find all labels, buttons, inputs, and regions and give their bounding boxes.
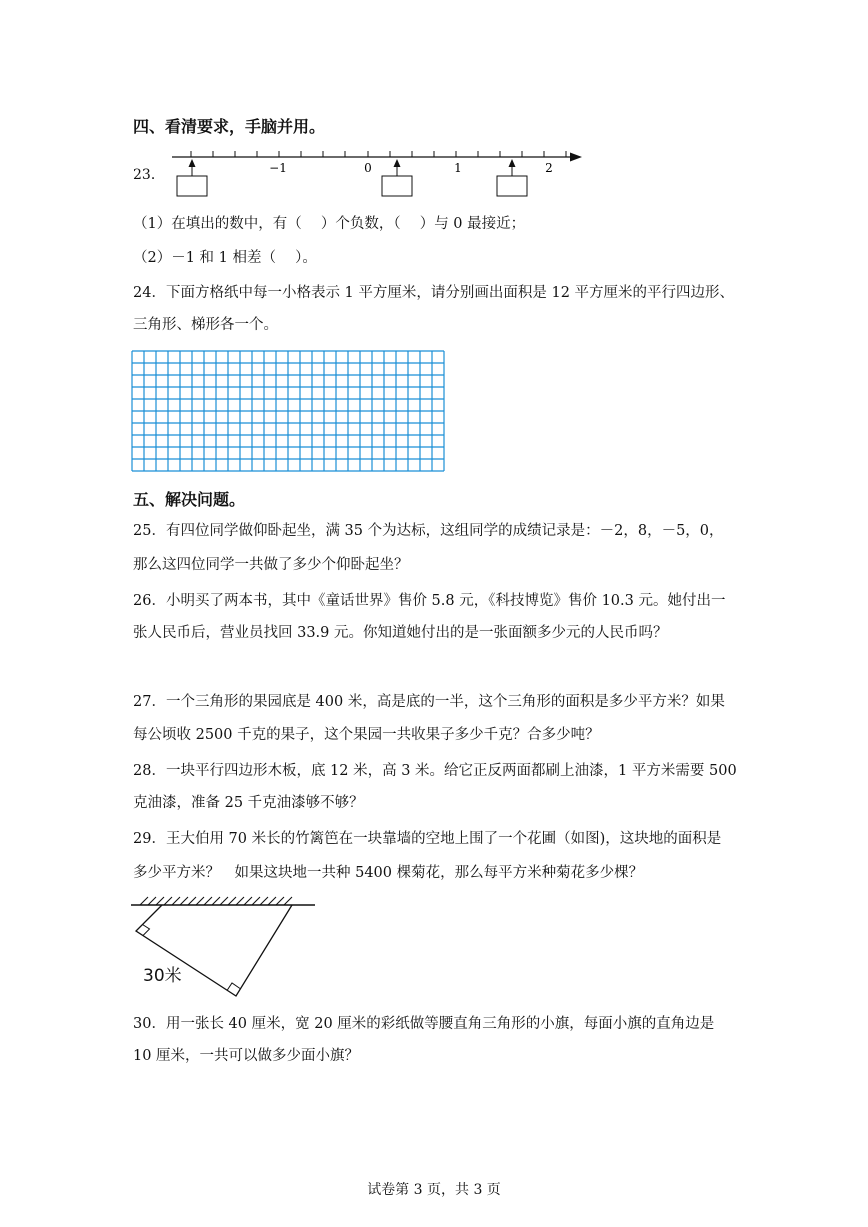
- tick-label-1: 1: [454, 161, 462, 175]
- q28-line2: 克油漆，准备 25 千克油漆够不够？: [133, 795, 364, 811]
- pointer-box-3: [497, 159, 527, 196]
- garden-figure: [128, 895, 323, 1005]
- q26-line1: 26．小明买了两本书，其中《童话世界》售价 5.8 元，《科技博览》售价 10.3 元。她付出一: [133, 593, 726, 609]
- tick-label-neg1: −1: [269, 161, 287, 175]
- q23-sub1: （1）在填出的数中，有（ ）个负数，（ ）与 0 最接近；: [133, 216, 526, 232]
- page-footer: 试卷第 3 页，共 3 页: [367, 1182, 501, 1198]
- q24-line2: 三角形、梯形各一个。: [133, 317, 278, 333]
- pointer-box-1: [177, 159, 207, 196]
- q29-line1: 29．王大伯用 70 米长的竹篱笆在一块靠墙的空地上围了一个花圃（如图)，这块地的面积是: [133, 831, 722, 847]
- q30-line2: 10 厘米，一共可以做多少面小旗？: [133, 1048, 360, 1064]
- right-angle-mark-2: [227, 983, 240, 991]
- number-line-arrowhead: [570, 153, 582, 162]
- section-5-title: 五、解决问题。: [133, 490, 246, 509]
- tick-label-0: 0: [364, 161, 372, 175]
- q26-line2: 张人民币后，营业员找回 33.9 元。你知道她付出的是一张面额多少元的人民币吗？: [133, 625, 668, 641]
- pointer-box-2: [382, 159, 412, 196]
- q23-sub2: （2）－1 和 1 相差（ ）。: [133, 250, 317, 266]
- right-angle-mark-1: [143, 925, 150, 936]
- q27-line1: 27．一个三角形的果园底是 400 米，高是底的一半，这个三角形的面积是多少平方米？如果: [133, 694, 725, 710]
- tick-label-2: 2: [545, 161, 553, 175]
- answer-box-2[interactable]: [382, 176, 412, 196]
- q30-line1: 30．用一张长 40 厘米，宽 20 厘米的彩纸做等腰直角三角形的小旗，每面小旗的直角边是: [133, 1016, 715, 1032]
- q25-line1: 25．有四位同学做仰卧起坐，满 35 个为达标，这组同学的成绩记录是：－2，8，－5，0，: [133, 523, 724, 539]
- q28-line1: 28．一块平行四边形木板，底 12 米，高 3 米。给它正反两面都刷上油漆，1 平方米需要 500: [133, 763, 737, 779]
- square-grid-paper[interactable]: [131, 350, 445, 474]
- figure-label-30m: 30米: [143, 966, 182, 986]
- q24-line1: 24．下面方格纸中每一小格表示 1 平方厘米，请分别画出面积是 12 平方厘米的平行四边形、: [133, 285, 735, 301]
- wall-hatching: [140, 897, 292, 905]
- q29-line2: 多少平方米？ 如果这块地一共种 5400 棵菊花，那么每平方米种菊花多少棵？: [133, 865, 644, 881]
- q23-number: 23．: [133, 167, 165, 183]
- q27-line2: 每公顷收 2500 千克的果子，这个果园一共收果子多少千克？合多少吨？: [133, 727, 600, 743]
- answer-box-3[interactable]: [497, 176, 527, 196]
- number-line-ticks: [191, 151, 566, 157]
- section-4-title: 四、看清要求，手脑并用。: [133, 117, 326, 136]
- number-line-figure: [160, 140, 600, 200]
- answer-box-1[interactable]: [177, 176, 207, 196]
- q25-line2: 那么这四位同学一共做了多少个仰卧起坐？: [133, 557, 409, 573]
